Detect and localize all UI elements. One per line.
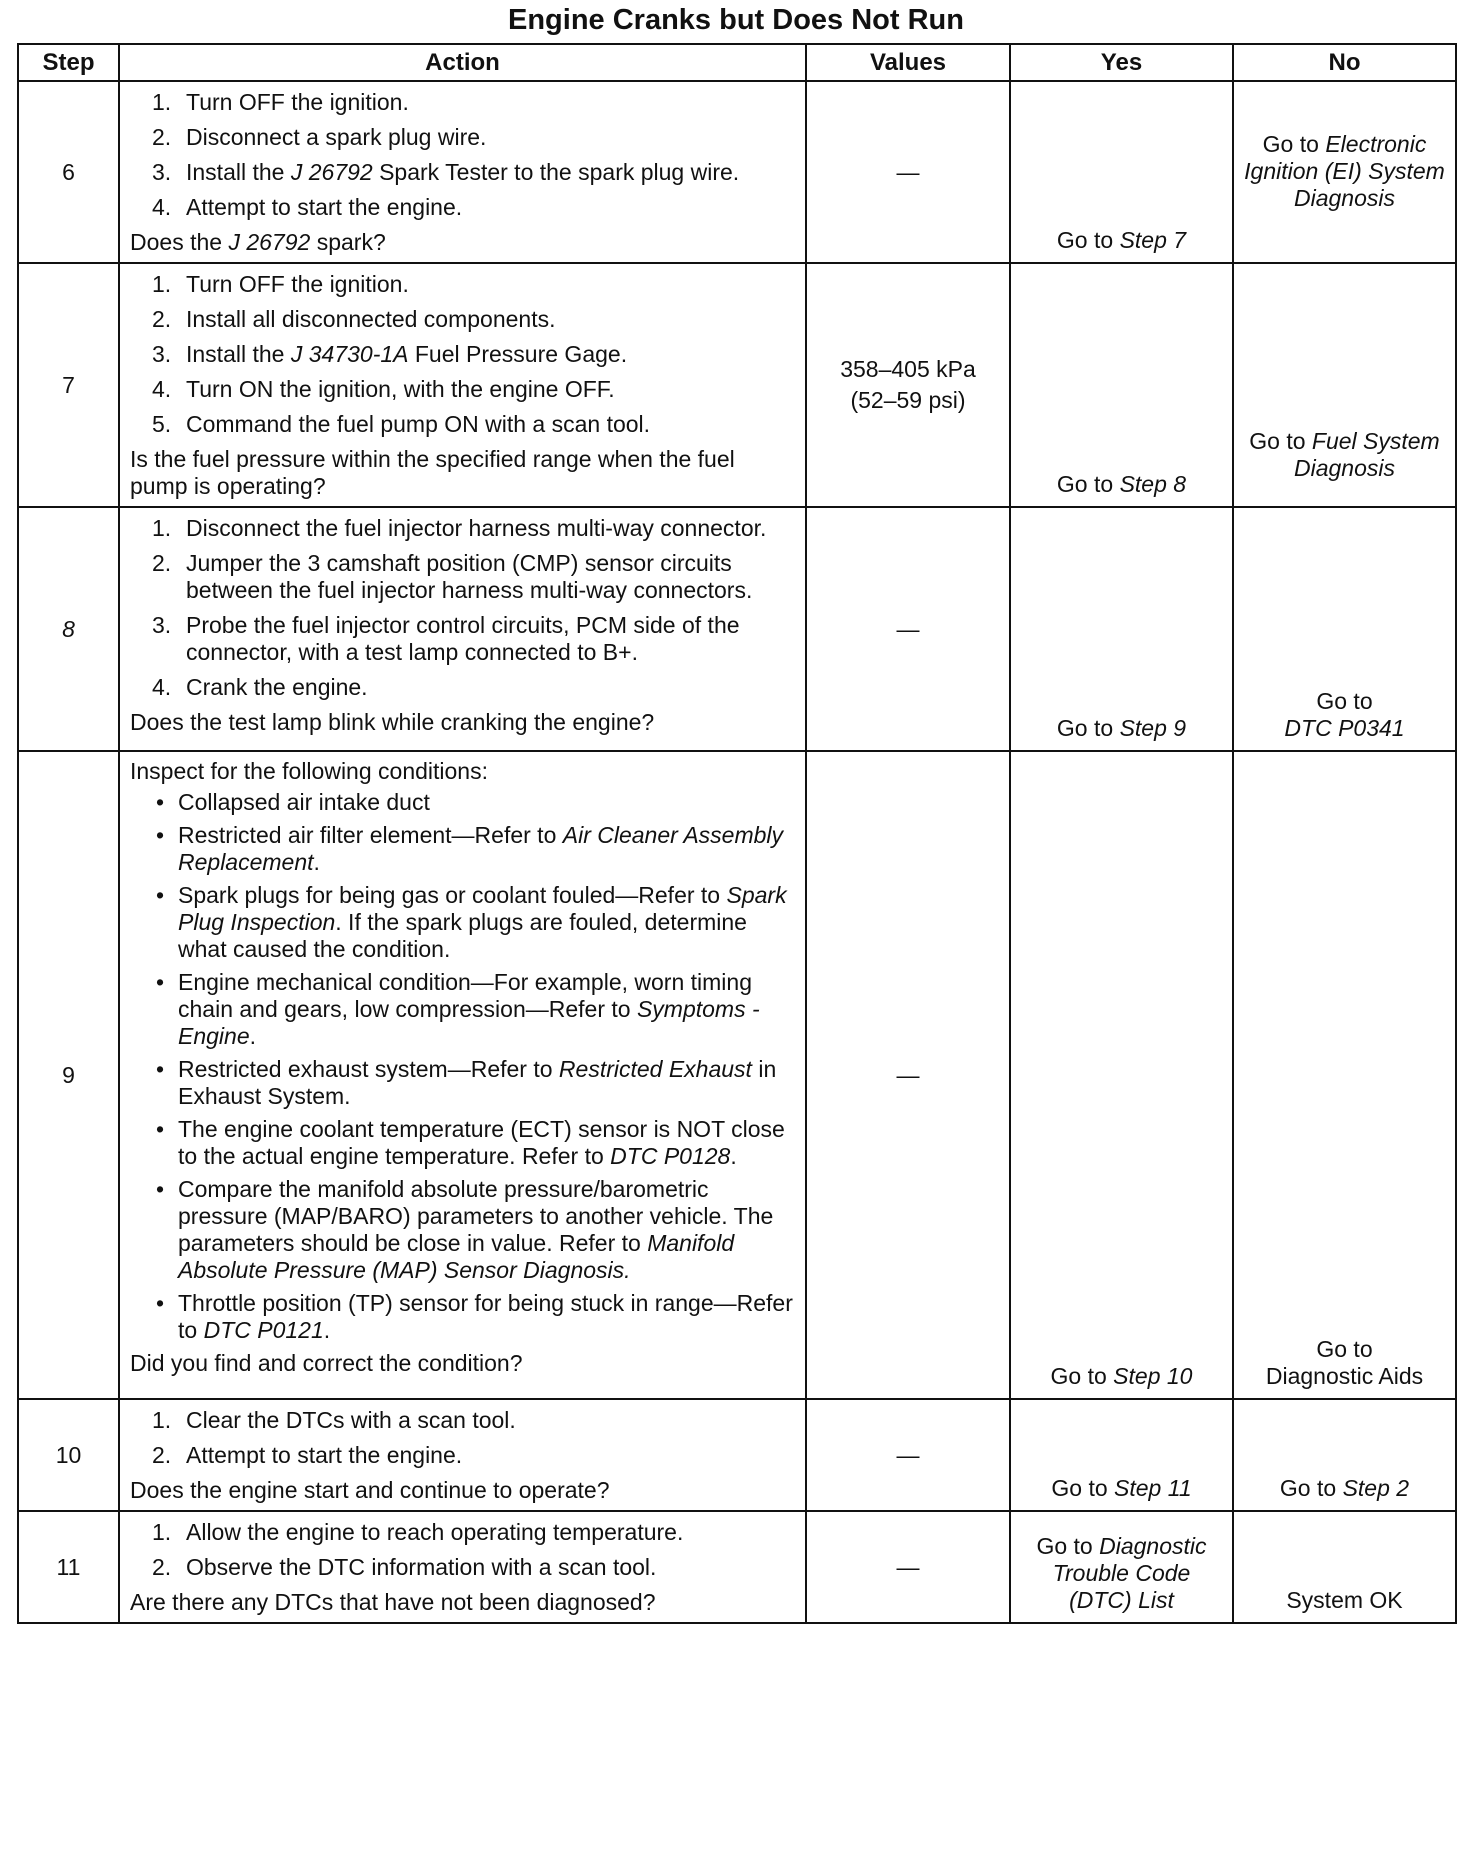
- step-number: 1.: [152, 1519, 172, 1545]
- step-text: Attempt to start the engine.: [186, 194, 463, 220]
- step-cell: 7: [18, 263, 119, 507]
- step-number: 1.: [152, 1407, 172, 1433]
- action-question: [130, 446, 795, 500]
- yes-text: Go to: [1036, 1533, 1100, 1559]
- yes-ref: Step 7: [1119, 227, 1187, 253]
- action-step: [130, 515, 795, 542]
- no-ref: Electronic Ignition (EI) System Diagnosis: [1244, 130, 1445, 211]
- question-text: spark?: [310, 229, 386, 255]
- step-number: 2.: [152, 124, 172, 150]
- header-step: Step: [18, 44, 119, 81]
- no-ref: DTC P0341: [1284, 715, 1405, 741]
- step-text: Attempt to start the engine.: [186, 1442, 463, 1468]
- action-step: [130, 376, 795, 403]
- values-cell: —: [806, 751, 1010, 1399]
- action-step: [130, 159, 795, 186]
- yes-text: Go to: [1056, 227, 1120, 253]
- condition-item: [130, 789, 795, 816]
- question-ref: J 26792: [228, 229, 311, 255]
- condition-text: Compare the manifold absolute pressure/barometric pressure (MAP/BARO) parameters to another vehicle. The parameters should be close in value. Refer to: [178, 1176, 774, 1256]
- yes-cell: [1010, 81, 1233, 263]
- step-text: Probe the fuel injector control circuits, PCM side of the connector, with a test lamp connected to B+.: [186, 612, 740, 665]
- bullet-icon: •: [156, 1056, 165, 1082]
- step-text: Install the: [186, 341, 291, 367]
- no-ref: Step 2: [1342, 1475, 1410, 1501]
- action-steps: [130, 1519, 795, 1581]
- bullet-icon: •: [156, 969, 165, 995]
- table-row: [18, 263, 1456, 507]
- question-text: Are there any DTCs that have not been diagnosed?: [130, 1589, 656, 1615]
- question-text: Is the fuel pressure within the specified range when the fuel pump is operating?: [130, 446, 735, 499]
- action-cell: [119, 1511, 806, 1623]
- yes-cell: [1010, 751, 1233, 1399]
- action-step: [130, 1519, 795, 1546]
- action-content: [120, 1400, 805, 1510]
- header-values: Values: [806, 44, 1010, 81]
- step-number: 5.: [152, 411, 172, 437]
- action-steps: [130, 89, 795, 221]
- step-text: Install the: [186, 159, 291, 185]
- condition-ref: Air Cleaner Assembly Replacement: [178, 822, 784, 875]
- step-text: Turn OFF the ignition.: [186, 271, 409, 297]
- condition-item: [130, 1116, 795, 1170]
- condition-text: The engine coolant temperature (ECT) sensor is NOT close to the actual engine temperature. Refer to: [178, 1116, 785, 1169]
- no-action: [1234, 125, 1455, 220]
- bullet-icon: •: [156, 822, 165, 848]
- step-text: Turn ON the ignition, with the engine OFF.: [186, 376, 615, 402]
- no-cell: [1233, 81, 1456, 263]
- table-row: [18, 751, 1456, 1399]
- step-number: 3.: [152, 159, 172, 185]
- action-cell: [119, 507, 806, 751]
- no-cell: [1233, 1399, 1456, 1511]
- condition-text: Restricted exhaust system—Refer to: [178, 1056, 559, 1082]
- step-number: 2.: [152, 550, 172, 576]
- header-no: No: [1233, 44, 1456, 81]
- values-cell: —: [806, 81, 1010, 263]
- action-question: [130, 1589, 795, 1616]
- values-cell: [806, 263, 1010, 507]
- condition-text: Restricted air filter element—Refer to: [178, 822, 563, 848]
- yes-text: Go to: [1050, 1363, 1114, 1389]
- yes-cell: [1010, 1511, 1233, 1623]
- no-ref: Fuel System Diagnosis: [1294, 428, 1440, 481]
- action-step: [130, 271, 795, 298]
- yes-cell: [1010, 507, 1233, 751]
- no-cell: [1233, 263, 1456, 507]
- yes-action: [1011, 1469, 1232, 1510]
- value-line: 358–405 kPa: [840, 356, 976, 382]
- yes-cell: [1010, 1399, 1233, 1511]
- action-content: [120, 82, 805, 262]
- step-text: Spark Tester to the spark plug wire.: [372, 159, 740, 185]
- action-step: [130, 306, 795, 333]
- yes-action: [1011, 1527, 1232, 1622]
- page-title: Engine Cranks but Does Not Run: [508, 4, 964, 36]
- step-text: Disconnect the fuel injector harness multi-way connector.: [186, 515, 767, 541]
- step-number: 2.: [152, 1554, 172, 1580]
- question-text: Does the: [130, 229, 229, 255]
- yes-text: Go to: [1051, 1475, 1115, 1501]
- yes-text: Go to: [1056, 715, 1120, 741]
- no-ref: Diagnostic Aids: [1265, 1363, 1424, 1389]
- action-step: [130, 124, 795, 151]
- step-number: 4.: [152, 674, 172, 700]
- step-text: Allow the engine to reach operating temperature.: [186, 1519, 684, 1545]
- no-action: [1234, 1469, 1455, 1510]
- yes-ref: Step 9: [1119, 715, 1187, 741]
- step-number: 2.: [152, 306, 172, 332]
- step-text: Disconnect a spark plug wire.: [186, 124, 487, 150]
- yes-ref: Step 11: [1114, 1475, 1192, 1501]
- condition-ref: DTC P0121: [203, 1317, 324, 1343]
- no-action: [1234, 1581, 1455, 1622]
- condition-text: in Exhaust System.: [178, 1056, 777, 1109]
- bullet-icon: •: [156, 1116, 165, 1142]
- table-header-row: [18, 44, 1456, 81]
- yes-action: [1011, 1357, 1232, 1398]
- condition-text: .: [730, 1143, 737, 1169]
- step-text: Crank the engine.: [186, 674, 368, 700]
- action-step: [130, 1407, 795, 1434]
- value-line: (52–59 psi): [850, 387, 966, 413]
- values-cell: —: [806, 507, 1010, 751]
- step-number: 3.: [152, 612, 172, 638]
- action-question: [130, 1477, 795, 1504]
- no-text: Go to: [1262, 130, 1326, 157]
- step-number: 1.: [152, 271, 172, 297]
- step-number: 2.: [152, 1442, 172, 1468]
- condition-item: [130, 1056, 795, 1110]
- step-number: 1.: [152, 515, 172, 541]
- no-action: [1234, 1330, 1455, 1398]
- action-question: [130, 709, 795, 736]
- condition-text: .: [323, 1317, 331, 1343]
- action-step: [130, 341, 795, 368]
- question-text: Does the test lamp blink while cranking the engine?: [130, 709, 655, 735]
- table-row: [18, 507, 1456, 751]
- table-row: [18, 1399, 1456, 1511]
- action-content: [120, 264, 805, 506]
- action-step: [130, 1442, 795, 1469]
- condition-list: [130, 789, 795, 1344]
- step-text: Clear the DTCs with a scan tool.: [186, 1407, 516, 1433]
- no-text: Go to: [1316, 688, 1373, 714]
- step-ref: J 34730-1A: [290, 341, 409, 367]
- step-cell: 6: [18, 81, 119, 263]
- condition-text: . If the spark plugs are fouled, determine what caused the condition.: [178, 909, 747, 962]
- yes-action: [1011, 465, 1232, 506]
- action-step: [130, 1554, 795, 1581]
- diagnostic-table: [17, 43, 1457, 1624]
- action-cell: [119, 81, 806, 263]
- condition-text: Collapsed air intake duct: [178, 789, 430, 815]
- condition-ref: Symptoms - Engine: [178, 996, 760, 1049]
- condition-item: [130, 1290, 795, 1344]
- table-row: [18, 1511, 1456, 1623]
- action-content: [120, 508, 805, 742]
- step-text: Observe the DTC information with a scan tool.: [186, 1554, 657, 1580]
- bullet-icon: •: [156, 882, 165, 908]
- condition-item: [130, 969, 795, 1050]
- action-step: [130, 550, 795, 604]
- action-cell: [119, 1399, 806, 1511]
- yes-action: [1011, 709, 1232, 750]
- action-cell: [119, 263, 806, 507]
- no-cell: [1233, 751, 1456, 1399]
- yes-cell: [1010, 263, 1233, 507]
- yes-ref: Diagnostic Trouble Code (DTC) List: [1052, 1533, 1207, 1613]
- step-text: Turn OFF the ignition.: [186, 89, 409, 115]
- condition-item: [130, 822, 795, 876]
- step-ref: J 26792: [290, 159, 373, 185]
- question-text: Does the engine start and continue to operate?: [130, 1477, 610, 1503]
- action-steps: [130, 271, 795, 438]
- action-content: [120, 752, 805, 1383]
- action-question: [130, 1350, 795, 1377]
- values-cell: —: [806, 1399, 1010, 1511]
- bullet-icon: •: [156, 1290, 165, 1316]
- condition-text: Spark plugs for being gas or coolant fouled—Refer to: [178, 882, 727, 908]
- step-number: 1.: [152, 89, 172, 115]
- no-action: [1234, 422, 1455, 506]
- step-number: 3.: [152, 341, 172, 367]
- no-text: Go to: [1279, 1475, 1343, 1501]
- step-text: Install all disconnected components.: [186, 306, 556, 332]
- condition-text: Throttle position (TP) sensor for being stuck in range—Refer to: [178, 1290, 793, 1343]
- action-step: [130, 411, 795, 438]
- action-step: [130, 89, 795, 116]
- no-cell: [1233, 1511, 1456, 1623]
- header-yes: Yes: [1010, 44, 1233, 81]
- condition-ref: Spark Plug Inspection: [178, 882, 787, 935]
- table-row: [18, 81, 1456, 263]
- condition-text: Engine mechanical condition—For example, worn timing chain and gears, low compression—Refer to: [178, 969, 753, 1022]
- no-text: System OK: [1286, 1587, 1403, 1613]
- step-text: Fuel Pressure Gage.: [408, 341, 628, 367]
- condition-ref: Restricted Exhaust: [558, 1056, 752, 1082]
- action-question: [130, 229, 795, 256]
- condition-item: [130, 882, 795, 963]
- step-cell: 8: [18, 507, 119, 751]
- bullet-icon: •: [156, 1176, 165, 1202]
- action-steps: [130, 515, 795, 701]
- step-cell: 11: [18, 1511, 119, 1623]
- condition-text: .: [249, 1023, 257, 1049]
- question-text: Did you find and correct the condition?: [130, 1350, 523, 1376]
- yes-action: [1011, 221, 1232, 262]
- step-cell: 10: [18, 1399, 119, 1511]
- bullet-icon: •: [156, 789, 165, 815]
- yes-text: Go to: [1056, 471, 1120, 497]
- action-intro: Inspect for the following conditions:: [130, 758, 488, 784]
- action-step: [130, 612, 795, 666]
- values-cell: —: [806, 1511, 1010, 1623]
- step-text: Command the fuel pump ON with a scan tool.: [186, 411, 651, 437]
- condition-item: [130, 1176, 795, 1284]
- action-step: [130, 194, 795, 221]
- no-text: Go to: [1316, 1336, 1373, 1362]
- action-steps: [130, 1407, 795, 1469]
- condition-text: .: [313, 849, 320, 875]
- condition-ref: Manifold Absolute Pressure (MAP) Sensor Diagnosis.: [178, 1230, 735, 1283]
- action-content: [120, 1512, 805, 1622]
- step-number: 4.: [152, 376, 172, 402]
- step-number: 4.: [152, 194, 172, 220]
- header-action: Action: [119, 44, 806, 81]
- no-cell: [1233, 507, 1456, 751]
- yes-ref: Step 10: [1113, 1363, 1193, 1389]
- condition-ref: DTC P0128: [610, 1143, 731, 1169]
- no-action: [1234, 682, 1455, 750]
- action-cell: [119, 751, 806, 1399]
- no-text: Go to: [1249, 428, 1312, 454]
- yes-ref: Step 8: [1119, 471, 1187, 497]
- step-text: Jumper the 3 camshaft position (CMP) sensor circuits between the fuel injector harness multi-way connectors.: [186, 550, 753, 603]
- action-step: [130, 674, 795, 701]
- step-cell: 9: [18, 751, 119, 1399]
